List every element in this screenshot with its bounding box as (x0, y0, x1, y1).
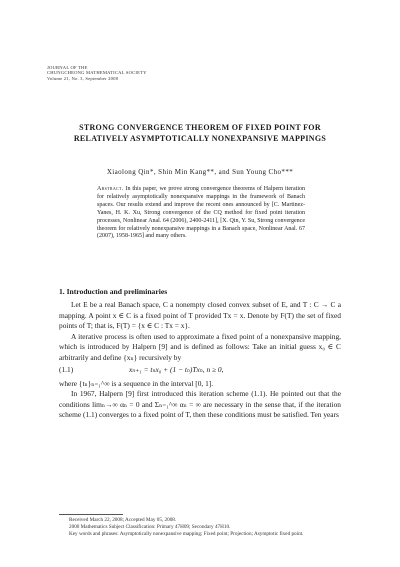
footnote-keywords: Key words and phrases: Asymptotically nonexpansive mapping; Fixed point; Projection; Asymptotic fixed point. (69, 531, 304, 537)
equation-1-1 (59, 365, 341, 378)
footnote-received: Received March 22, 2008; Accepted May 05, 2008. (69, 517, 177, 523)
journal-header (47, 65, 247, 81)
journal-line-1: JOURNAL OF THE (47, 65, 88, 70)
footnote-rule (59, 514, 123, 515)
journal-line-3: Volume 21, No. 3, September 2008 (47, 75, 119, 81)
section-heading: 1. Introduction and preliminaries (59, 287, 168, 296)
footnotes (59, 517, 343, 538)
paragraph-1: Let E be a real Banach space, C a nonempty closed convex subset of E, and T : C → C a mapping. A point x ∈ C is a fixed point of T provided Tx = x. Denote by F(T) the set of fixed points of T; that is, F(T) = {x ∈ C : Tx = x}. (59, 300, 341, 331)
abstract (97, 186, 305, 241)
equation-expression: xₙ₊₁ = tₙx₀ + (1 − tₙ)Txₙ, n ≥ 0, (129, 364, 224, 374)
abstract-text: In this paper, we prove strong convergence theorems of Halpern iteration for relatively asymptotically nonexpansive mappings in the framework of Banach spaces. Our results extend and improve the recent ones announced by [C. Martinez-Yanes, H. K. Xu, Strong convergence of the CQ method for fixed point iteration processes, Nonlinear Anal. 64 (2006), 2400-2411], [X. Qin, Y. Su, Strong convergence theorem for relatively nonexpansive mappings in a Banach space, Nonlinear Anal. 67 (2007), 1958-1965] and many others. (97, 186, 306, 240)
journal-line-2: CHUNGCHEONG MATHEMATICAL SOCIETY (47, 70, 147, 76)
body-text (59, 300, 341, 421)
equation-number: (1.1) (59, 364, 74, 374)
paragraph-4: In 1967, Halpern [9] first introduced this iteration scheme (1.1). He pointed out that the conditions limₙ→∞ αₙ = 0 and Σₙ₌₁^∞ αₙ = ∞ are necessary in the sense that, if the iteration scheme (1.1) converges to a fixed point of T, then these conditions must be satisfied. Ten years (59, 389, 341, 420)
paragraph-2: A iterative process is often used to approximate a fixed point of a nonexpansive mapping, which is introduced by Halpern [9] and is defined as follows: Take an initial guess x₀ ∈ C arbitrarily and define {xₙ} recursively by (59, 331, 341, 362)
abstract-label: Abstract. (97, 186, 124, 192)
paper-authors: Xiaolong Qin*, Shin Min Kang**, and Sun Young Cho*** (106, 168, 294, 176)
paper-title: STRONG CONVERGENCE THEOREM OF FIXED POINT FOR RELATIVELY ASYMPTOTICALLY NONEXPANSIVE MAPPINGS (73, 123, 327, 143)
paragraph-3: where {tₙ}ₙ₌₁^∞ is a sequence in the interval [0, 1]. (59, 378, 214, 388)
footnote-msc: 2000 Mathematics Subject Classification: Primary 47H09; Secondary 47H10. (69, 524, 231, 530)
